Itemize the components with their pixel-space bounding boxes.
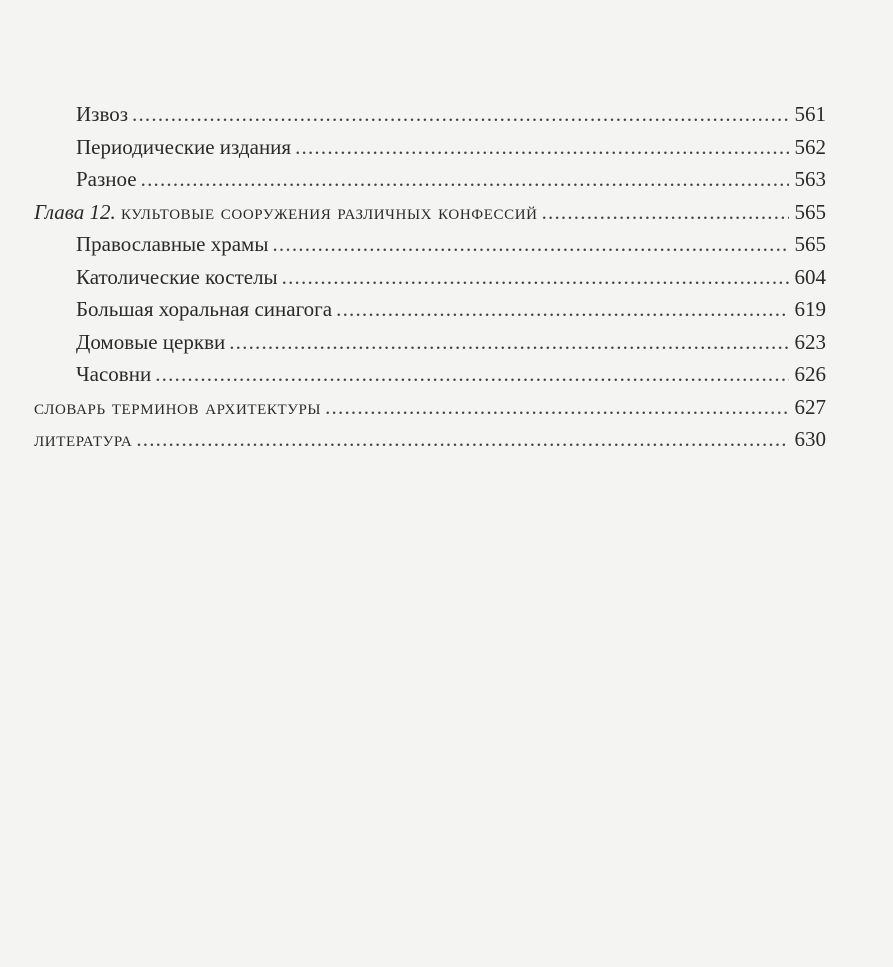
- toc-leader-dots: [155, 358, 788, 391]
- toc-entry-title: Часовни: [76, 362, 152, 386]
- toc-leader-dots: [325, 391, 788, 424]
- toc-leader-dots: [295, 131, 788, 164]
- toc-entry-page: 630: [794, 427, 826, 451]
- toc-entry: [34, 163, 826, 196]
- toc-entry-title: словарь терминов архитектуры: [34, 393, 322, 419]
- toc-entry: [34, 293, 826, 326]
- toc-entry: [34, 326, 826, 359]
- toc-entry-page: 561: [794, 102, 826, 126]
- toc-entry-title: культовые сооружения различных конфессий: [120, 198, 538, 224]
- toc-entry-page: 623: [794, 329, 826, 354]
- toc-entry-title: Разное: [76, 167, 137, 191]
- toc-leader-dots: [132, 98, 788, 131]
- toc-chapter-number: Глава 12.: [34, 199, 116, 224]
- toc-entry: [34, 261, 826, 294]
- toc-entry-page: 604: [794, 264, 826, 289]
- toc-entry-title: Домовые церкви: [76, 329, 226, 354]
- toc-entry-page: 563: [794, 167, 826, 191]
- toc-chapter-entry: [34, 196, 826, 229]
- toc-leader-dots: [272, 228, 788, 261]
- toc-section-entry: [34, 391, 826, 424]
- toc-entry: [34, 131, 826, 164]
- toc-entry-page: 619: [794, 297, 826, 321]
- toc-entry-page: 562: [794, 134, 826, 159]
- toc-entry-title: литература: [34, 426, 133, 451]
- toc-entry-title: Православные храмы: [76, 232, 269, 256]
- toc-entry-title: Извоз: [76, 102, 129, 126]
- toc-leader-dots: [282, 261, 789, 294]
- toc-chapter-title-group: [34, 196, 538, 229]
- toc-entry-page: 565: [794, 232, 826, 256]
- toc-entry-title: Католические костелы: [76, 264, 278, 289]
- toc-leader-dots: [141, 163, 789, 196]
- toc-leader-dots: [229, 326, 788, 359]
- toc-entry-page: 626: [794, 362, 826, 386]
- toc-entry: [34, 228, 826, 261]
- toc-entry-title: Периодические издания: [76, 134, 292, 159]
- toc-entry-title: Большая хоральная синагога: [76, 297, 333, 321]
- table-of-contents: [34, 98, 826, 456]
- toc-leader-dots: [136, 423, 788, 456]
- toc-entry: [34, 98, 826, 131]
- toc-section-entry: [34, 423, 826, 456]
- toc-entry-page: 627: [794, 394, 826, 419]
- toc-entry: [34, 358, 826, 391]
- toc-leader-dots: [336, 293, 788, 326]
- toc-leader-dots: [542, 196, 789, 229]
- toc-entry-page: 565: [794, 199, 826, 224]
